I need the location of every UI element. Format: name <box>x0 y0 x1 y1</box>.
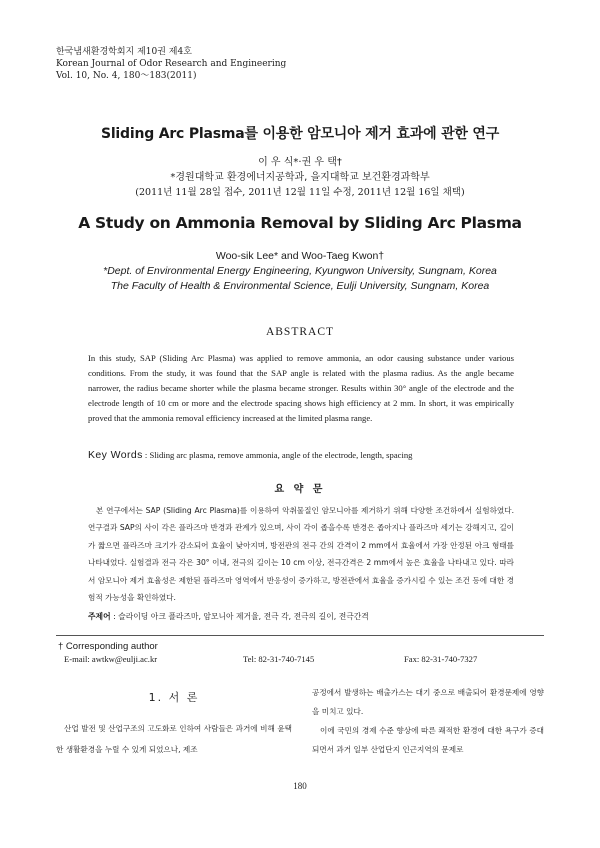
korean-authors: 이 우 식*·권 우 택† <box>258 157 342 168</box>
keywords-label: Key Words <box>88 449 143 461</box>
author-fax: Fax: 82-31-740-7327 <box>404 654 478 664</box>
journal-volume: Vol. 10, No. 4, 180～183(2011) <box>56 71 197 81</box>
korean-affiliation: *경원대학교 환경에너지공학과, 을지대학교 보건환경과학부 <box>170 172 430 183</box>
journal-name-korean: 한국냄새환경학회지 제10권 제4호 <box>56 47 192 57</box>
journal-header <box>56 46 286 82</box>
english-keywords <box>88 449 412 461</box>
korean-keywords-text: : 슬라이딩 아크 플라즈마, 암모니아 제거율, 전극 각, 전극의 길이, 전극간격 <box>110 612 369 621</box>
page-number: 180 <box>293 781 307 791</box>
korean-keywords <box>88 611 369 622</box>
intro-paragraph-continued: 공정에서 발생하는 배출가스는 대기 중으로 배출되어 환경문제에 영향을 미치고 있다. <box>312 688 544 716</box>
korean-title: Sliding Arc Plasma를 이용한 암모니아 제거 효과에 관한 연구 <box>100 126 500 142</box>
english-affiliation-1: *Dept. of Environmental Energy Engineering, Kyungwon University, Sungnam, Korea <box>103 265 497 277</box>
intro-left-column: 산업 발전 및 산업구조의 고도화로 인하여 사람들은 과거에 비해 윤택한 생활환경을 누릴 수 있게 되었으나, 제조 <box>56 724 292 754</box>
english-title: A Study on Ammonia Removal by Sliding Arc Plasma <box>78 214 522 232</box>
keywords-text: : Sliding arc plasma, remove ammonia, angle of the electrode, length, spacing <box>142 450 413 460</box>
author-email: E-mail: awtkw@eulji.ac.kr <box>64 654 158 664</box>
section-title-introduction: 1. 서 론 <box>148 691 200 704</box>
english-affiliation-2: The Faculty of Health & Environmental Science, Eulji University, Sungnam, Korea <box>110 280 490 292</box>
journal-name-english: Korean Journal of Odor Research and Engineering <box>56 59 287 69</box>
submission-dates: (2011년 11월 28일 접수, 2011년 12월 11일 수정, 2011년 12월 16일 채택) <box>135 187 465 198</box>
korean-keywords-label: 주제어 <box>88 612 111 621</box>
intro-paragraph-2: 이에 국민의 경제 수준 향상에 따른 쾌적한 환경에 대한 욕구가 증대되면서 과거 일부 산업단지 인근지역의 문제로 <box>312 726 544 754</box>
corresponding-author-label: † Corresponding author <box>58 641 158 652</box>
korean-abstract-body: 본 연구에서는 SAP (Sliding Arc Plasma)를 이용하여 악취물질인 암모니아를 제거하기 위해 다양한 조건하에서 실험하였다. 연구결과 SAP의 사이 각은 플라즈마 반경과 관계가 있으며, 사이 각이 좁을수록 반경은 좁아지나 플라즈마 세기는 강해지고, 길이가 짧으면 플라즈마 크기가 감소되어 효율이 낮아지며, 방전관의 전극 간의 간격이 2 mm에서 효율에서 가장 안정된 아크 형태를 나타내었다. 실험결과 전극 각은 30° 이내, 전극의 길이는 10 cm 이상, 전극간격은 2 mm에서 높은 효율을 나타내고 있다. 따라서 암모니아 제거 효율성은 제한된 플라즈마 영역에서 반응성이 증가하고, 방전관에서 효율을 증가시킬 수 있는 조건 등에 대한 경험적 가능성을 확인하였다. <box>88 506 514 603</box>
abstract-body: In this study, SAP (Sliding Arc Plasma) was applied to remove ammonia, an odor causing substance under various conditions. From the study, it was found that the SAP angle is related with the plasma radius. As the angle became narrower, the radius became shorter while the plasma became stronger. Results within 30° angle of the electrode and the electrode length of 10 cm or more and the electrode spacing shows high efficiency at 2 mm. In short, it was empirically proved that the ammonia removal efficiency increased at the limited plasma range. <box>88 353 514 423</box>
abstract-heading: ABSTRACT <box>265 326 335 338</box>
korean-abstract-heading: 요 약 문 <box>274 484 326 495</box>
author-tel: Tel: 82-31-740-7145 <box>243 654 315 664</box>
intro-right-column <box>312 683 544 759</box>
english-authors: Woo-sik Lee* and Woo-Taeg Kwon† <box>215 250 385 262</box>
footnote-divider <box>56 635 544 636</box>
